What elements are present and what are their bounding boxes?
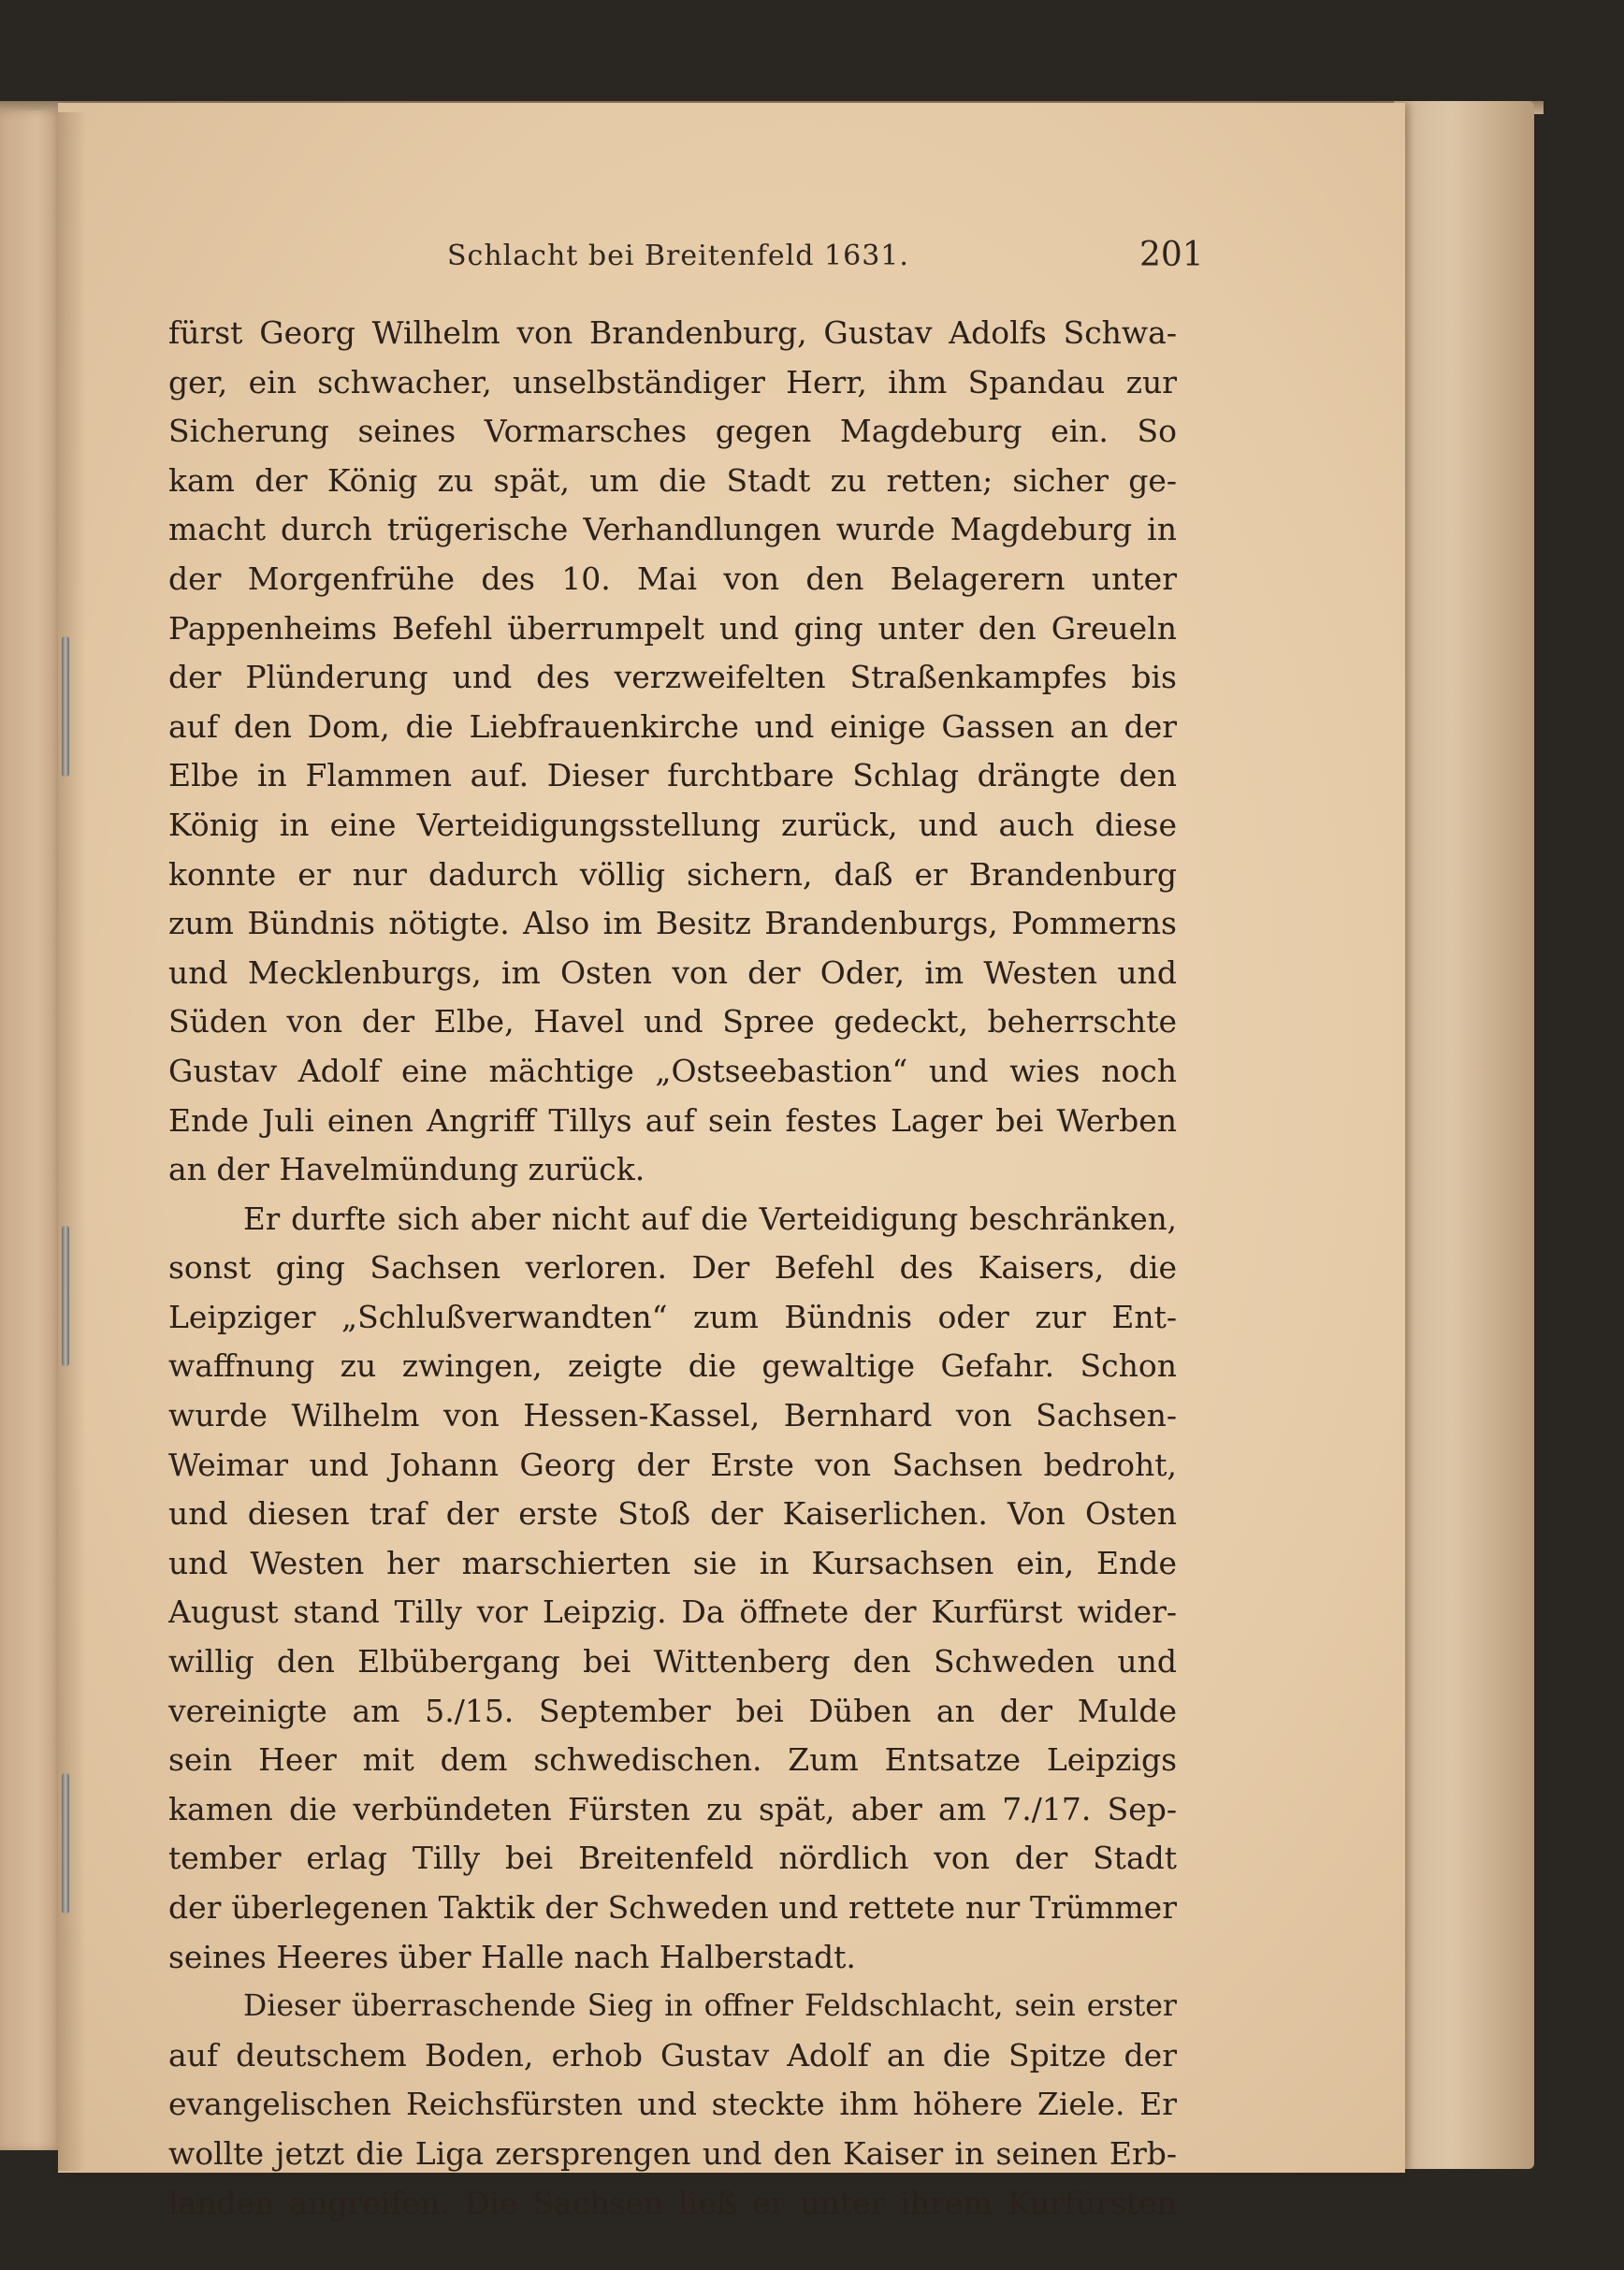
running-head: Schlacht bei Breitenfeld 1631. <box>447 240 909 272</box>
text-line: König in eine Verteidigungsstellung zurück, und auch diese <box>168 806 1177 843</box>
text-line: sein Heer mit dem schwedischen. Zum Entsatze Leipzigs <box>168 1741 1177 1779</box>
text-line: zum Bündnis nötigte. Also im Besitz Brandenburgs, Pommerns <box>168 905 1177 942</box>
text-line: seines Heeres über Halle nach Halberstadt. <box>168 1938 856 1975</box>
text-line: auf den Dom, die Liebfrauenkirche und einige Gassen an der <box>168 707 1177 745</box>
text-line: Elbe in Flammen auf. Dieser furchtbare Schlag drängte den <box>168 757 1177 794</box>
binding-staple <box>62 1226 69 1366</box>
text-line: willig den Elbübergang bei Wittenberg den Schweden und <box>168 1643 1177 1681</box>
text-line: sonst ging Sachsen verloren. Der Befehl des Kaisers, die <box>168 1249 1177 1287</box>
text-line: vereinigte am 5./15. September bei Düben an der Mulde <box>168 1692 1177 1729</box>
text-line: und diesen traf der erste Stoß der Kaiserlichen. Von Osten <box>168 1495 1177 1533</box>
text-line: Er durfte sich aber nicht auf die Verteidigung beschränken, <box>243 1200 1177 1237</box>
text-line: tember erlag Tilly bei Breitenfeld nördlich von der Stadt <box>168 1840 1177 1877</box>
text-line: Pappenheims Befehl überrumpelt und ging unter den Greueln <box>168 609 1177 647</box>
text-line: wollte jetzt die Liga zersprengen und den Kaiser in seinen Erb- <box>168 2134 1177 2172</box>
text-line: Gustav Adolf eine mächtige „Ostseebastion“ und wies noch <box>168 1052 1177 1089</box>
text-line: macht durch trügerische Verhandlungen wurde Magdeburg in <box>168 511 1177 548</box>
text-line: evangelischen Reichsfürsten und steckte ihm höhere Ziele. Er <box>168 2086 1177 2123</box>
text-line: landen angreifen. Die Sachsen ließ er unter ihrem Kurfürsten <box>168 2184 1177 2221</box>
text-line: fürst Georg Wilhelm von Brandenburg, Gustav Adolfs Schwa- <box>168 314 1177 351</box>
text-line: Dieser überraschende Sieg in offner Feldschlacht, sein erster <box>243 1989 1177 2024</box>
text-line: Süden von der Elbe, Havel und Spree gedeckt, beherrschte <box>168 1003 1177 1040</box>
page-number: 201 <box>1139 236 1204 274</box>
text-line: konnte er nur dadurch völlig sichern, daß er Brandenburg <box>168 855 1177 893</box>
text-line: Weimar und Johann Georg der Erste von Sachsen bedroht, <box>168 1446 1177 1483</box>
body-text <box>168 309 1177 2228</box>
text-line: August stand Tilly vor Leipzig. Da öffnete der Kurfürst wider- <box>168 1593 1177 1631</box>
text-line: an der Havelmündung zurück. <box>168 1151 645 1188</box>
text-line: und Mecklenburgs, im Osten von der Oder, im Westen und <box>168 953 1177 991</box>
text-line: ger, ein schwacher, unselbständiger Herr, ihm Spandau zur <box>168 363 1177 400</box>
binding-staple <box>62 636 69 777</box>
text-line: Leipziger „Schlußverwandten“ zum Bündnis oder zur Ent- <box>168 1298 1177 1335</box>
text-line: waffnung zu zwingen, zeigte die gewaltige Gefahr. Schon <box>168 1347 1177 1385</box>
text-line: der Morgenfrühe des 10. Mai von den Belagerern unter <box>168 560 1177 597</box>
text-line: Sicherung seines Vormarsches gegen Magdeburg ein. So <box>168 413 1177 450</box>
binding-staple <box>62 1773 69 1913</box>
text-line: wurde Wilhelm von Hessen-Kassel, Bernhard von Sachsen- <box>168 1397 1177 1434</box>
text-line: kam der König zu spät, um die Stadt zu retten; sicher ge- <box>168 461 1177 499</box>
text-line: der überlegenen Taktik der Schweden und rettete nur Trümmer <box>168 1889 1177 1926</box>
text-line: kamen die verbündeten Fürsten zu spät, aber am 7./17. Sep- <box>168 1790 1177 1827</box>
text-line: der Plünderung und des verzweifelten Straßenkampfes bis <box>168 659 1177 696</box>
text-line: Ende Juli einen Angriff Tillys auf sein festes Lager bei Werben <box>168 1101 1177 1139</box>
text-line: und Westen her marschierten sie in Kursachsen ein, Ende <box>168 1544 1177 1581</box>
text-line: auf deutschem Boden, erhob Gustav Adolf an die Spitze der <box>168 2036 1177 2074</box>
